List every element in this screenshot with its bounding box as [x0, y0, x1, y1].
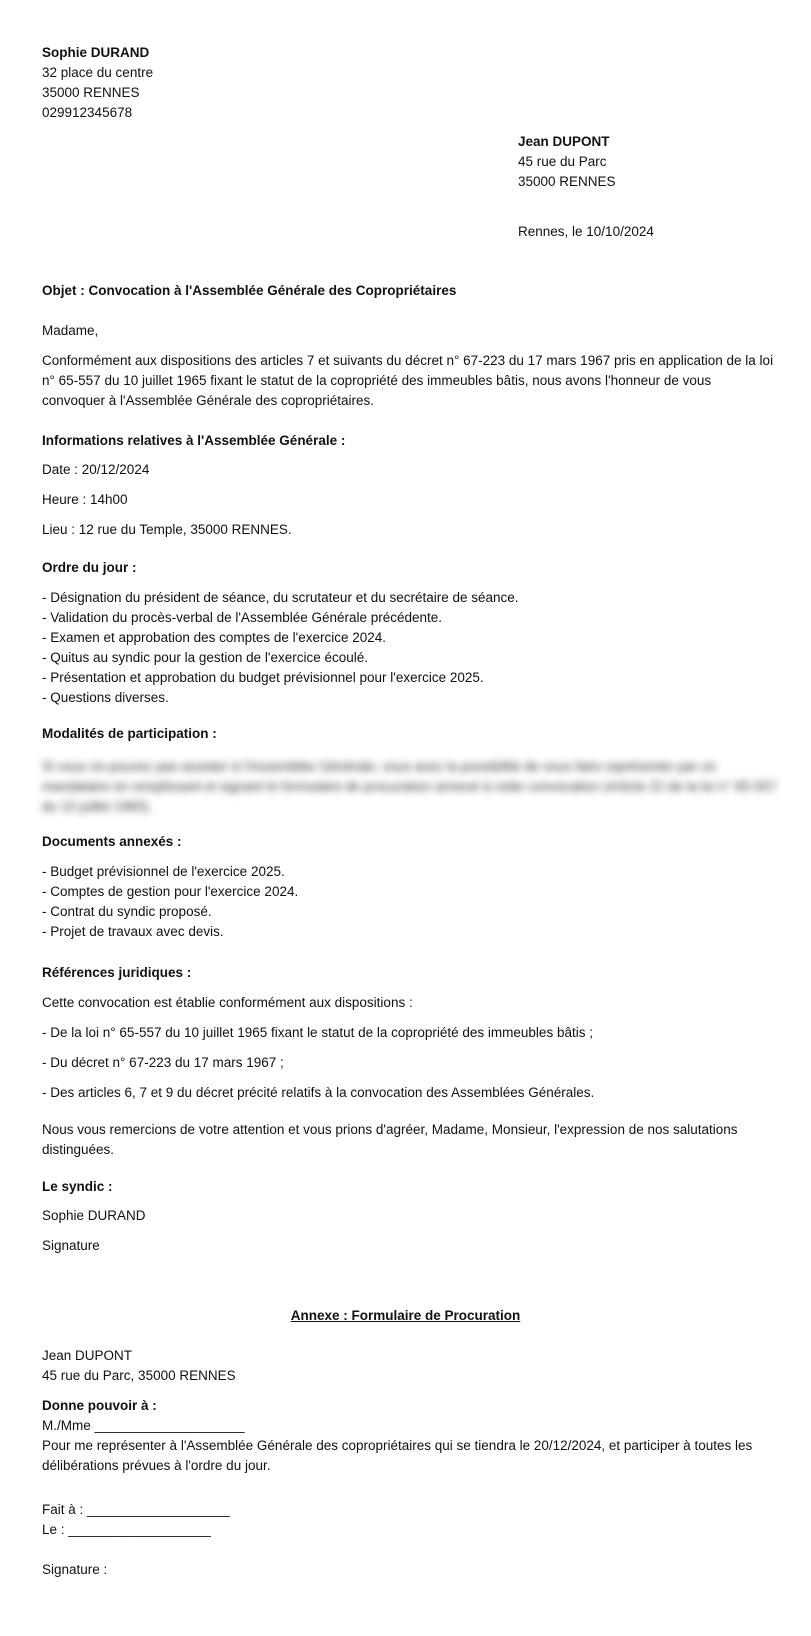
mandate-field: M./Mme ____________________ — [42, 1418, 245, 1433]
info-heading: Informations relatives à l'Assemblée Générale : — [42, 433, 346, 448]
annexe-text: Pour me représenter à l'Assemblée Générale des copropriétaires qui se tiendra le 20/12/2024, et participer à toutes les délibérations prévues à l'ordre du jour. — [42, 1438, 753, 1473]
sender-name: Sophie DURAND — [42, 45, 150, 60]
sender-block — [42, 43, 153, 123]
recipient-block — [518, 132, 616, 192]
recipient-city: 35000 RENNES — [518, 174, 616, 189]
list-item: - Budget prévisionnel de l'exercice 2025. — [42, 864, 285, 879]
annexe-name: Jean DUPONT — [42, 1348, 133, 1363]
agenda-heading: Ordre du jour : — [42, 560, 137, 575]
documents-list — [42, 862, 777, 942]
legal-heading: Références juridiques : — [42, 965, 192, 980]
annexe-signature: Signature : — [42, 1562, 108, 1577]
intro-paragraph: Conformément aux dispositions des articles 7 et suivants du décret n° 67-223 du 17 mars 1967 pris en application de la loi n° 65-557 du 10 juillet 1965 fixant le statut de la copropriété des immeubles bâtis, nous avons l'honneur de vous convoquer à l'Assemblée Générale des copropriétaires. — [42, 353, 774, 408]
legal-intro: Cette convocation est établie conformément aux dispositions : — [42, 995, 413, 1010]
done-at-field: Fait à : ___________________ — [42, 1502, 230, 1517]
list-item: - Des articles 6, 7 et 9 du décret précité relatifs à la convocation des Assemblées Générales. — [42, 1085, 595, 1100]
agenda-list — [42, 588, 777, 708]
signoff-signature: Signature — [42, 1238, 100, 1253]
list-item: - Présentation et approbation du budget prévisionnel pour l'exercice 2025. — [42, 670, 484, 685]
sender-address: 32 place du centre — [42, 65, 154, 80]
list-item: - Du décret n° 67-223 du 17 mars 1967 ; — [42, 1055, 284, 1070]
salutation: Madame, — [42, 323, 99, 338]
annexe-address: 45 rue du Parc, 35000 RENNES — [42, 1368, 236, 1383]
list-item: - Quitus au syndic pour la gestion de l'exercice écoulé. — [42, 650, 369, 665]
documents-heading: Documents annexés : — [42, 834, 182, 849]
signoff-name: Sophie DURAND — [42, 1208, 146, 1223]
list-item: - Validation du procès-verbal de l'Assemblée Générale précédente. — [42, 610, 443, 625]
info-place: Lieu : 12 rue du Temple, 35000 RENNES. — [42, 522, 292, 537]
participation-heading: Modalités de participation : — [42, 726, 217, 741]
list-item: - Désignation du président de séance, du scrutateur et du secrétaire de séance. — [42, 590, 519, 605]
info-date: Date : 20/12/2024 — [42, 462, 150, 477]
signoff-label: Le syndic : — [42, 1179, 113, 1194]
recipient-name: Jean DUPONT — [518, 134, 610, 149]
date-field: Le : ___________________ — [42, 1522, 211, 1537]
power-label: Donne pouvoir à : — [42, 1398, 157, 1413]
list-item: - Questions diverses. — [42, 690, 169, 705]
list-item: - Projet de travaux avec devis. — [42, 924, 224, 939]
list-item: - Contrat du syndic proposé. — [42, 904, 212, 919]
sender-city: 35000 RENNES — [42, 85, 140, 100]
recipient-address: 45 rue du Parc — [518, 154, 607, 169]
info-time: Heure : 14h00 — [42, 492, 128, 507]
annexe-title: Annexe : Formulaire de Procuration — [290, 1308, 521, 1323]
subject-line: Objet : Convocation à l'Assemblée Générale des Copropriétaires — [42, 283, 457, 298]
place-date: Rennes, le 10/10/2024 — [518, 224, 654, 239]
sender-phone: 029912345678 — [42, 105, 133, 120]
list-item: - Comptes de gestion pour l'exercice 2024. — [42, 884, 299, 899]
closing-paragraph: Nous vous remercions de votre attention et vous prions d'agréer, Madame, Monsieur, l'expression de nos salutations distinguées. — [42, 1122, 738, 1157]
list-item: - De la loi n° 65-557 du 10 juillet 1965 fixant le statut de la copropriété des immeubles bâtis ; — [42, 1025, 593, 1040]
list-item: - Examen et approbation des comptes de l'exercice 2024. — [42, 630, 387, 645]
participation-text: Si vous ne pouvez pas assister à l'Assemblée Générale, vous avez la possibilité de vous faire représenter par un mandataire en remplissant et signant le formulaire de procuration annexé à cette convocation (Article 22 de la loi n° 65-557 du 10 juillet 1965). — [42, 759, 777, 814]
